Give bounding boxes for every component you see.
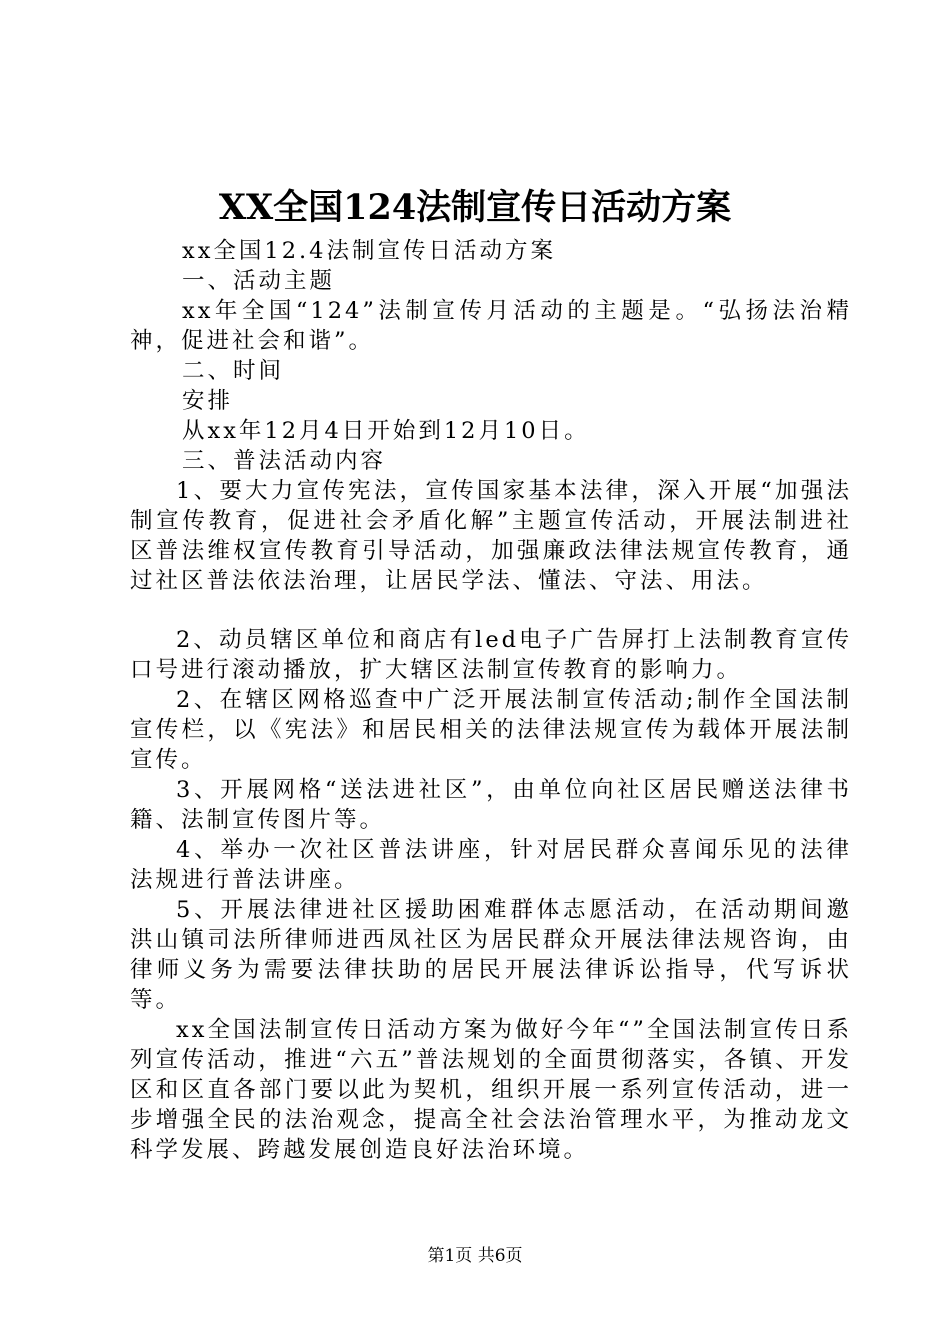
section-heading-time: 二、时间 bbox=[182, 358, 285, 384]
paragraph-theme: xx年全国“124”法制宣传月活动的主题是。“弘扬法治精神，促进社会和谐”。 bbox=[130, 298, 852, 354]
document-body bbox=[130, 236, 852, 1165]
list-item: 4、举办一次社区普法讲座，针对居民群众喜闻乐见的法律法规进行普法讲座。 bbox=[130, 837, 852, 893]
paragraph-subtitle: xx全国12.4法制宣传日活动方案 bbox=[182, 238, 556, 264]
document-title: XX全国124法制宣传日活动方案 bbox=[218, 187, 732, 228]
section-heading-content: 三、普法活动内容 bbox=[182, 448, 387, 474]
paragraph-gap bbox=[130, 596, 852, 625]
paragraph-date-range: 从xx年12月4日开始到12月10日。 bbox=[182, 418, 590, 444]
page-number: 第1页 共6页 bbox=[427, 1246, 523, 1266]
list-item: 3、开展网格“送法进社区”，由单位向社区居民赠送法律书籍、法制宣传图片等。 bbox=[130, 777, 852, 833]
list-item: 1、要大力宣传宪法，宣传国家基本法律，深入开展“加强法制宣传教育，促进社会矛盾化解”主题宣传活动，开展法制进社区普法维权宣传教育引导活动，加强廉政法律法规宣传教育，通过社区普法依法治理，让居民学法、懂法、守法、用法。 bbox=[130, 478, 852, 594]
section-heading-theme: 一、活动主题 bbox=[182, 268, 336, 294]
paragraph-arrangement: 安排 bbox=[182, 388, 234, 414]
list-item: 5、开展法律进社区援助困难群体志愿活动，在活动期间邀洪山镇司法所律师进西凤社区为居民群众开展法律法规咨询，由律师义务为需要法律扶助的居民开展法律诉讼指导，代写诉状等。 bbox=[130, 897, 852, 1013]
list-item: 2、在辖区网格巡查中广泛开展法制宣传活动;制作全国法制宣传栏，以《宪法》和居民相关的法律法规宣传为载体开展法制宣传。 bbox=[130, 687, 852, 773]
list-item: 2、动员辖区单位和商店有led电子广告屏打上法制教育宣传口号进行滚动播放，扩大辖区法制宣传教育的影响力。 bbox=[130, 627, 852, 683]
paragraph-summary: xx全国法制宣传日活动方案为做好今年“”全国法制宣传日系列宣传活动，推进“六五”普法规划的全面贯彻落实，各镇、开发区和区直各部门要以此为契机，组织开展一系列宣传活动，进一步增强全民的法治观念，提高全社会法治管理水平，为推动龙文科学发展、跨越发展创造良好法治环境。 bbox=[130, 1017, 852, 1163]
